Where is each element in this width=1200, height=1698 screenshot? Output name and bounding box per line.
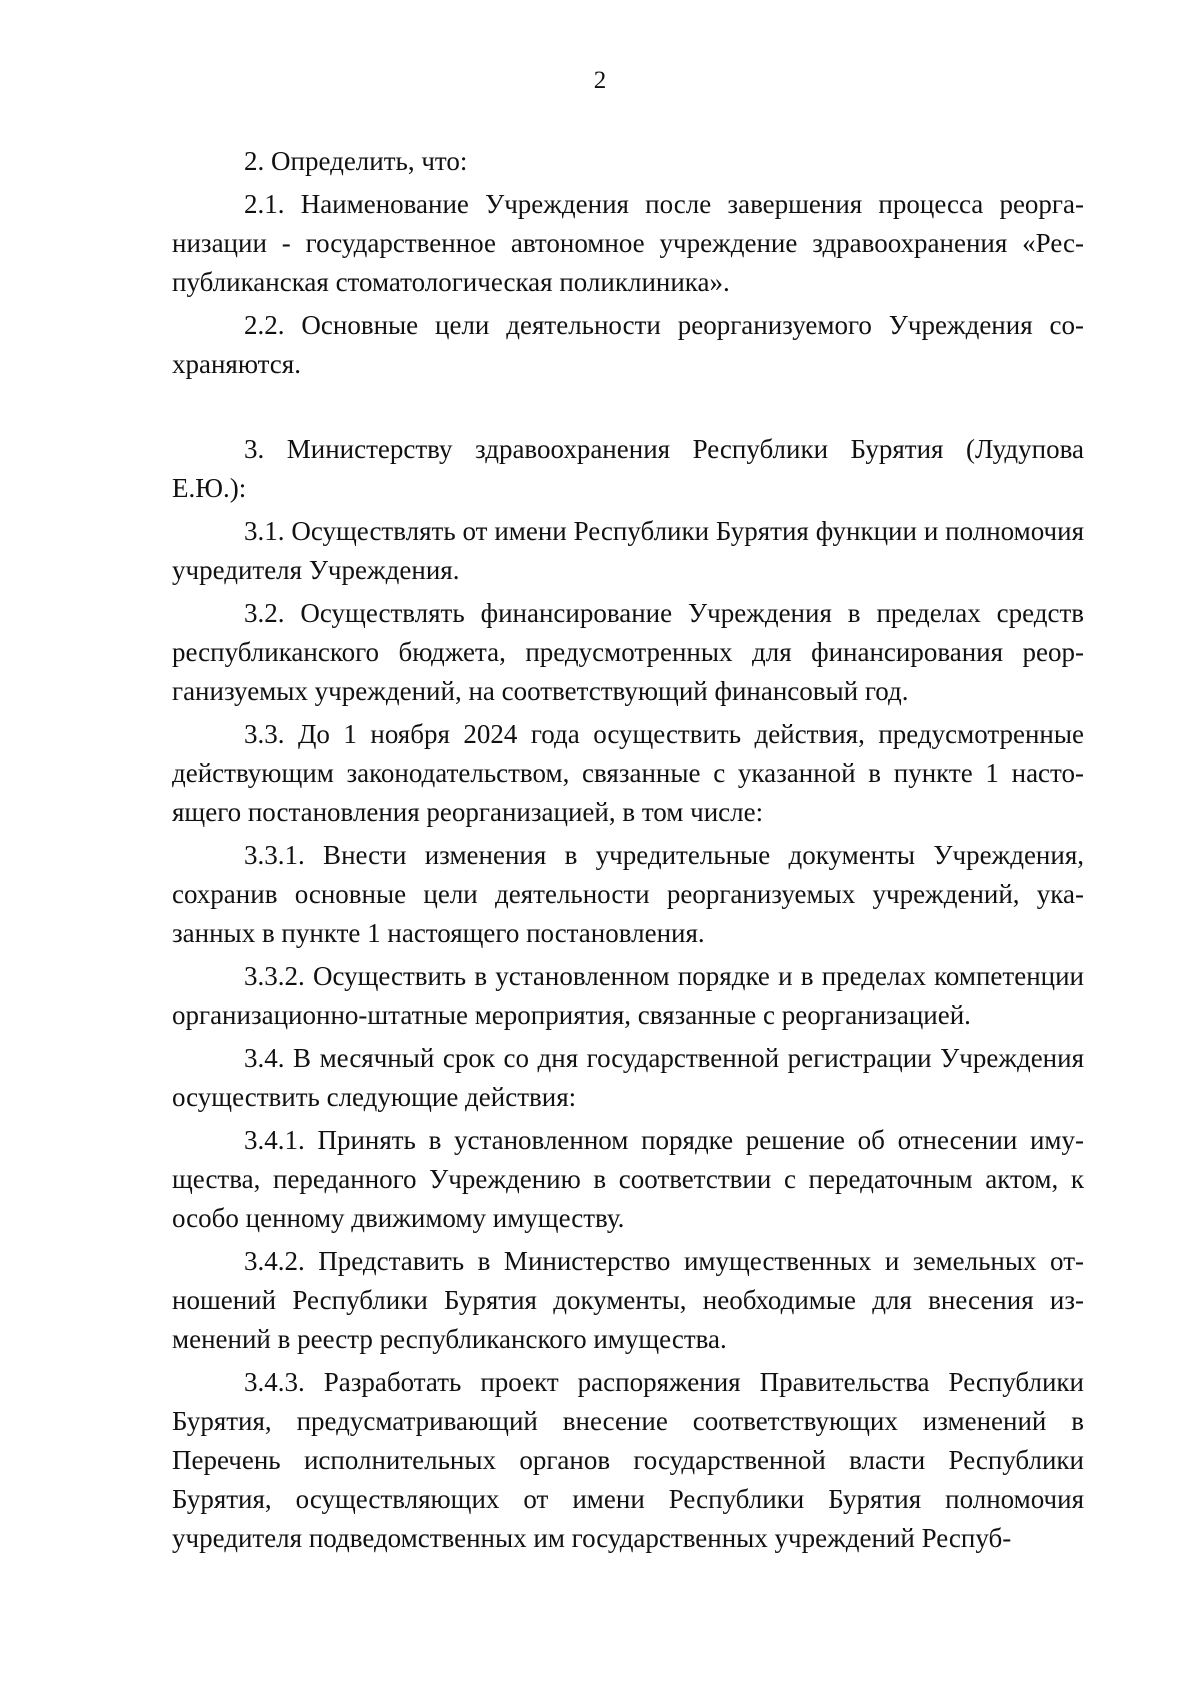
paragraph-3-1: 3.1. Осуществлять от имени Республики Бурятия функции и полномочия учредителя Учреждения.: [172, 516, 1084, 585]
paragraph-2: 2. Определить, что:: [244, 146, 468, 176]
paragraph-3: 3. Министерству здравоохранения Республики Бурятия (Лудупова Е.Ю.):: [172, 434, 1084, 503]
paragraph-3-4-2: 3.4.2. Представить в Министерство имущественных и земельных отношений Республики Бурятия документы, необходимые для внесения изменений в реестр республиканского имущества.: [172, 1246, 1084, 1354]
paragraph-2-2: 2.2. Основные цели деятельности реорганизуемого Учреждения сохраняются.: [172, 310, 1084, 379]
paragraph-3-3-1: 3.3.1. Внести изменения в учредительные документы Учреждения, сохранив основные цели деятельности реорганизуемых учреждений, указанных в пункте 1 настоящего постановления.: [172, 840, 1084, 948]
paragraph-3-3-2: 3.3.2. Осуществить в установленном порядке и в пределах компетенции организационно-штатные мероприятия, связанные с реорганизацией.: [172, 961, 1084, 1030]
page-number: 2: [593, 67, 607, 94]
paragraph-3-4: 3.4. В месячный срок со дня государственной регистрации Учреждения осуществить следующие действия:: [172, 1043, 1084, 1112]
document-body: [172, 142, 1084, 1562]
paragraph-3-3: 3.3. До 1 ноября 2024 года осуществить действия, предусмотренные действующим законодательством, связанные с указанной в пункте 1 настоящего постановления реорганизацией, в том числе:: [172, 719, 1084, 827]
paragraph-3-2: 3.2. Осуществлять финансирование Учреждения в пределах средств республиканского бюджета, предусмотренных для финансирования реорганизуемых учреждений, на соответствующий финансовый год.: [172, 598, 1084, 706]
paragraph-2-1: 2.1. Наименование Учреждения после завершения процесса реорганизации - государственное автономное учреждение здравоохранения «Республиканская стоматологическая поликлиника».: [172, 189, 1084, 297]
paragraph-3-4-3: 3.4.3. Разработать проект распоряжения Правительства Республики Бурятия, предусматривающий внесение соответствующих изменений в Перечень исполнительных органов государственной власти Республики Бурятия, осуществляющих от имени Республики Бурятия полномочия учредителя подведомственных им государственных учреждений Респуб-: [172, 1367, 1084, 1553]
paragraph-3-4-1: 3.4.1. Принять в установленном порядке решение об отнесении имущества, переданного Учреждению в соответствии с передаточным актом, к особо ценному движимому имуществу.: [172, 1125, 1084, 1233]
